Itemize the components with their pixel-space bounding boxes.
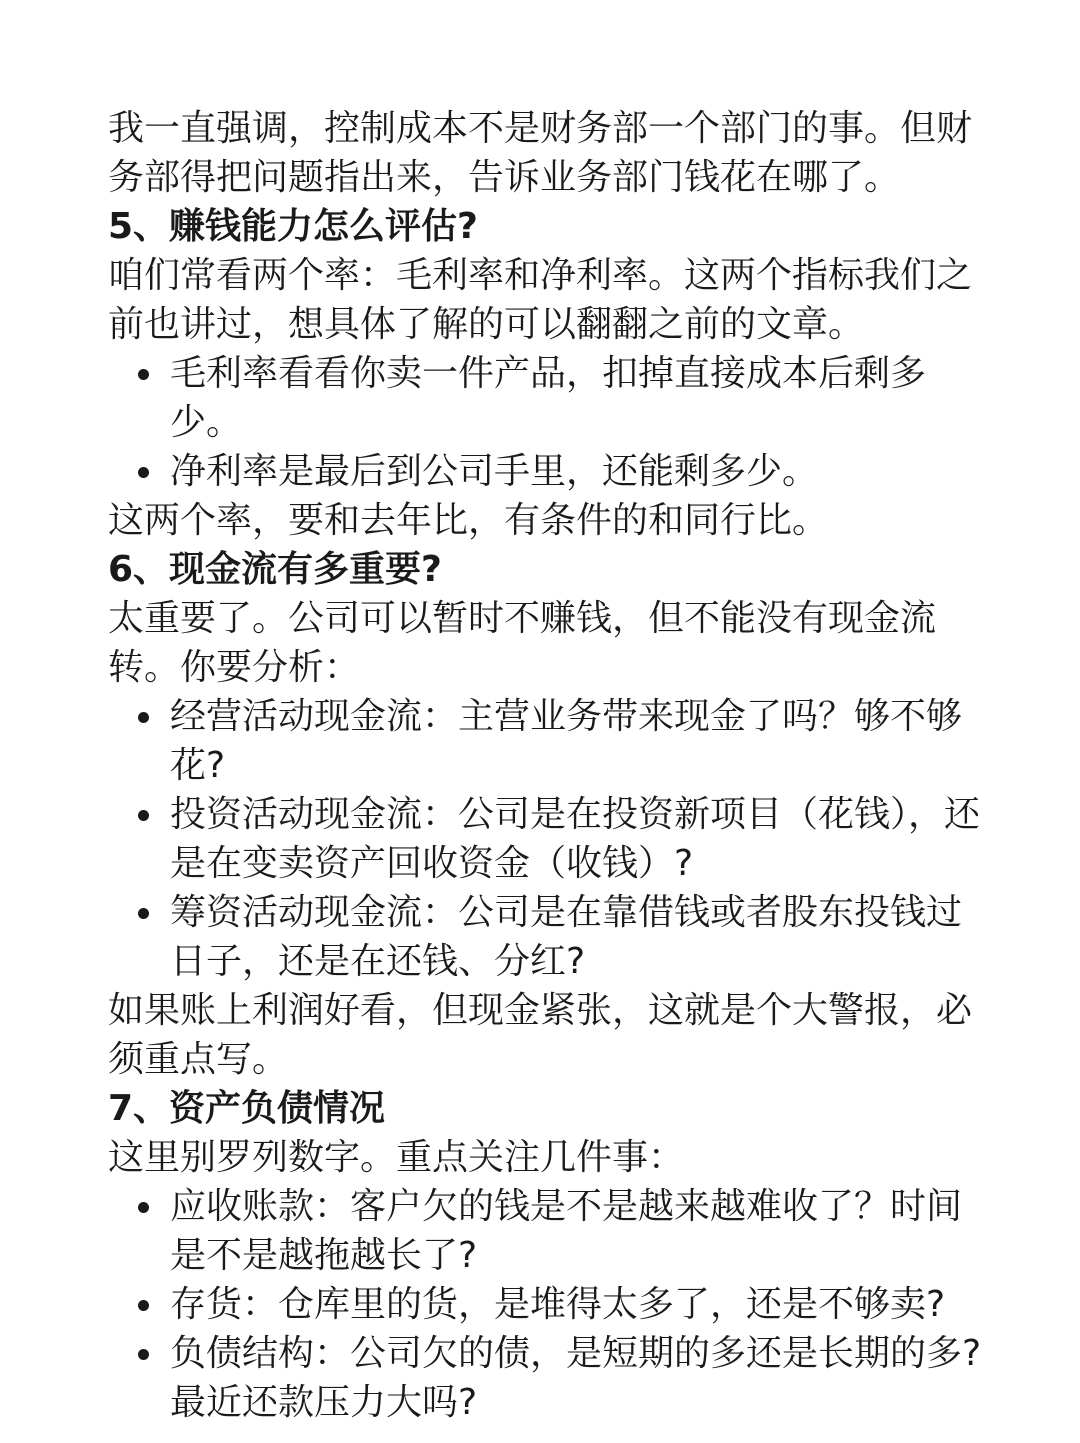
list-item: [108, 447, 998, 496]
list-item: [108, 888, 998, 986]
list-item: [108, 790, 998, 888]
bullet-icon: [138, 908, 149, 919]
bullet-icon: [138, 810, 149, 821]
list-item: [108, 349, 998, 447]
bullet-icon: [138, 1300, 149, 1311]
list-item-text: 净利率是最后到公司手里，还能剩多少。: [170, 451, 819, 492]
list-item-text: 经营活动现金流：主营业务带来现金了吗？够不够花?: [170, 696, 963, 786]
list-item: [108, 1329, 998, 1427]
intro-paragraph: 我一直强调，控制成本不是财务部一个部门的事。但财务部得把问题指出来，告诉业务部门钱花在哪了。: [108, 108, 973, 198]
list-item-text: 应收账款：客户欠的钱是不是越来越难收了？时间是不是越拖越长了?: [170, 1186, 963, 1276]
section-5-list: [108, 349, 998, 496]
list-item: [108, 692, 998, 790]
list-item-text: 毛利率看看你卖一件产品，扣掉直接成本后剩多少。: [170, 353, 927, 443]
bullet-icon: [138, 1202, 149, 1213]
bullet-icon: [138, 1349, 149, 1360]
section-5-paragraph-2: 这两个率，要和去年比，有条件的和同行比。: [108, 500, 829, 541]
section-7-list: [108, 1182, 998, 1427]
bullet-icon: [138, 369, 149, 380]
list-item-text: 筹资活动现金流：公司是在靠借钱或者股东投钱过日子，还是在还钱、分红?: [170, 892, 963, 982]
section-7-paragraph-1: 这里别罗列数字。重点关注几件事：: [108, 1137, 685, 1178]
bullet-icon: [138, 712, 149, 723]
list-item-text: 存货：仓库里的货，是堆得太多了，还是不够卖?: [170, 1284, 946, 1325]
bullet-icon: [138, 467, 149, 478]
section-5-paragraph-1: 咱们常看两个率：毛利率和净利率。这两个指标我们之前也讲过，想具体了解的可以翻翻之前的文章。: [108, 255, 973, 345]
section-7-heading: 7、资产负债情况: [108, 1088, 386, 1129]
section-6-heading: 6、现金流有多重要?: [108, 549, 442, 590]
section-5-heading: 5、赚钱能力怎么评估?: [108, 206, 478, 247]
article-body: [108, 104, 998, 1427]
section-6-paragraph-1: 太重要了。公司可以暂时不赚钱，但不能没有现金流转。你要分析：: [108, 598, 937, 688]
section-6-paragraph-2: 如果账上利润好看，但现金紧张，这就是个大警报，必须重点写。: [108, 990, 973, 1080]
list-item-text: 负债结构：公司欠的债，是短期的多还是长期的多?最近还款压力大吗?: [170, 1333, 982, 1423]
list-item-text: 投资活动现金流：公司是在投资新项目（花钱），还是在变卖资产回收资金（收钱）?: [170, 794, 981, 884]
list-item: [108, 1280, 998, 1329]
list-item: [108, 1182, 998, 1280]
section-6-list: [108, 692, 998, 986]
